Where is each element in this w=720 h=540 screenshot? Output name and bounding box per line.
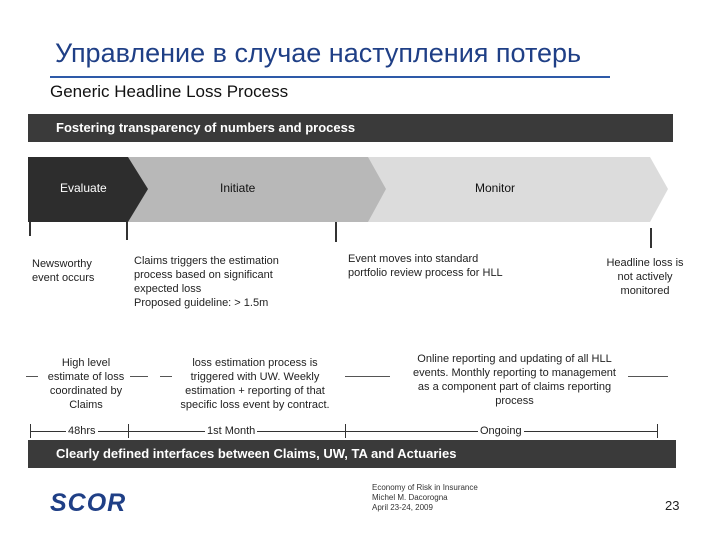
- timeline-tick: [30, 424, 31, 438]
- title-underline: [50, 76, 610, 78]
- timeline-48hrs: 48hrs: [68, 425, 96, 437]
- initiate-chevron: [128, 157, 386, 222]
- bottom-banner: Clearly defined interfaces between Claims, UW, TA and Actuaries: [28, 440, 676, 468]
- timeline-tick: [128, 424, 129, 438]
- phase-monitor-label: Monitor: [475, 181, 516, 195]
- activity-loss-estimation: loss estimation process is triggered with UW. Weekly estimation + reporting of that specific loss event by contract.: [180, 357, 330, 411]
- activity-connector: [130, 376, 148, 377]
- timeline-tick: [345, 424, 346, 438]
- phase-evaluate-label: Evaluate: [60, 181, 107, 195]
- top-banner: Fostering transparency of numbers and process: [28, 114, 673, 142]
- milestone-tick: [29, 222, 31, 236]
- timeline-tick: [657, 424, 658, 438]
- logo-text: SCOR: [50, 489, 127, 517]
- activity-connector: [345, 376, 390, 377]
- event-claims-trigger: Claims triggers the estimation process based on significant expected loss Proposed guideline: > 1.5m: [134, 255, 279, 309]
- timeline-ongoing: Ongoing: [480, 425, 522, 437]
- phase-flow: [28, 157, 668, 222]
- timeline-axis: [30, 431, 658, 432]
- activity-online-reporting: Online reporting and updating of all HLL events. Monthly reporting to management as a component part of claims reporting process: [412, 353, 616, 407]
- page-title: Управление в случае наступления потерь: [55, 38, 582, 68]
- phase-initiate-label: Initiate: [220, 181, 256, 195]
- activity-connector: [628, 376, 668, 377]
- footer-line-3: April 23-24, 2009: [372, 503, 433, 512]
- event-newsworthy: Newsworthy event occurs: [32, 258, 95, 284]
- milestone-tick: [650, 228, 652, 248]
- page-subtitle: Generic Headline Loss Process: [50, 82, 289, 101]
- scor-logo: [48, 486, 143, 518]
- footer-line-1: Economy of Risk in Insurance: [372, 483, 478, 492]
- milestone-tick: [335, 222, 337, 242]
- activity-connector: [26, 376, 38, 377]
- footer-line-2: Michel M. Dacorogna: [372, 493, 448, 502]
- milestone-tick: [126, 222, 128, 240]
- event-standard-review: Event moves into standard portfolio review process for HLL: [348, 253, 503, 279]
- page-number: 23: [665, 498, 680, 513]
- timeline-first-month: 1st Month: [207, 425, 256, 437]
- footer-info: [372, 483, 478, 513]
- activity-initial-estimate: High level estimate of loss coordinated by Claims: [47, 357, 125, 411]
- event-not-monitored: Headline loss is not actively monitored: [606, 257, 684, 297]
